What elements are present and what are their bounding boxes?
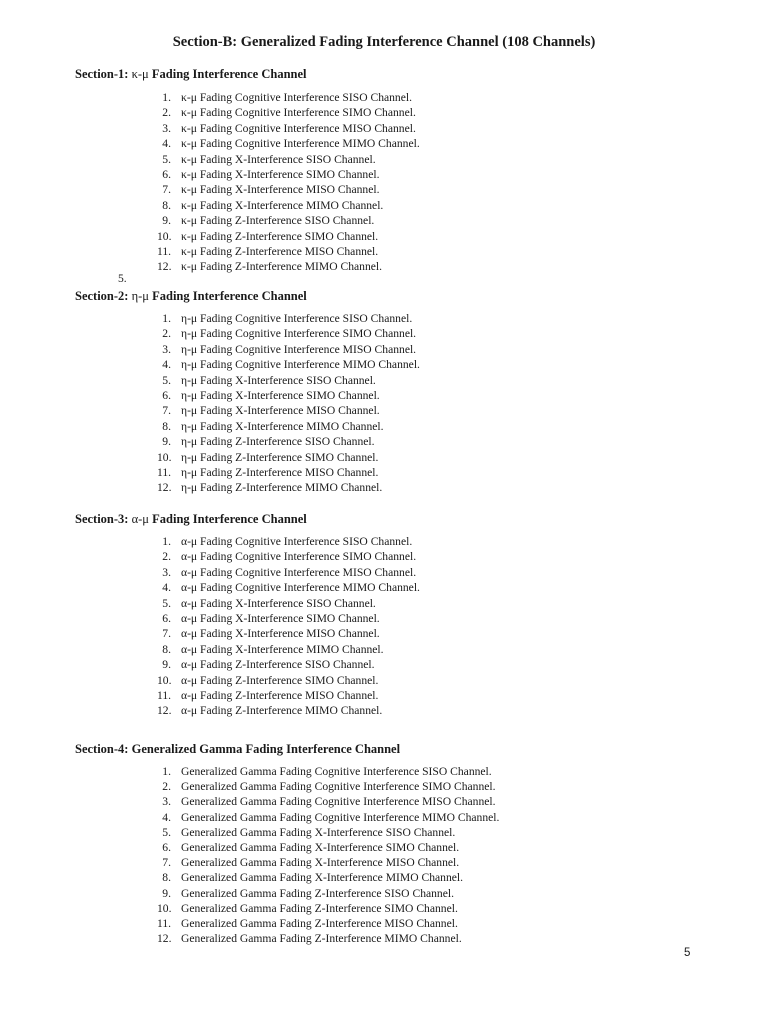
list-item-number: 1. xyxy=(162,91,171,104)
list-item-text: η-μ Fading Z-Interference SISO Channel. xyxy=(181,435,375,449)
list-item-text: Generalized Gamma Fading X-Interference SIMO Channel. xyxy=(181,841,460,854)
list-item-text: η-μ Fading Cognitive Interference MISO Channel. xyxy=(181,342,417,356)
list-item-text: η-μ Fading Cognitive Interference SISO Channel. xyxy=(181,312,413,325)
page-title: Section-B: Generalized Fading Interference Channel (108 Channels) xyxy=(172,34,596,50)
list-item-text: η-μ Fading Cognitive Interference MIMO Channel. xyxy=(181,358,420,372)
list-item-number: 6. xyxy=(162,168,171,181)
list-item-number: 11. xyxy=(157,245,172,258)
list-item-text: η-μ Fading Z-Interference SIMO Channel. xyxy=(181,450,379,464)
list-item-text: κ-μ Fading Cognitive Interference MIMO Channel. xyxy=(181,137,420,151)
list-item-text: η-μ Fading Cognitive Interference SIMO Channel. xyxy=(181,327,417,341)
list-item-text: α-μ Fading Z-Interference MIMO Channel. xyxy=(181,704,383,718)
list-item-number: 9. xyxy=(162,886,171,900)
page-number: 5 xyxy=(684,947,691,959)
section-heading-label: Section-3: xyxy=(75,512,129,526)
list-item-text: α-μ Fading Cognitive Interference SIMO Channel. xyxy=(181,550,417,564)
list-item-text: α-μ Fading Z-Interference MISO Channel. xyxy=(181,689,379,702)
list-item-text: Generalized Gamma Fading Cognitive Interference MIMO Channel. xyxy=(181,810,500,824)
section-heading-label: Section-1: xyxy=(75,67,129,81)
list-item-text: Generalized Gamma Fading Z-Interference MIMO Channel. xyxy=(181,932,462,946)
list-item-number: 2. xyxy=(162,106,171,120)
list-item-number: 9. xyxy=(162,435,171,449)
list-item-text: Generalized Gamma Fading Cognitive Interference SIMO Channel. xyxy=(181,780,496,794)
list-item-number: 3. xyxy=(162,121,171,135)
list-item-number: 10. xyxy=(157,450,172,464)
list-item-number: 8. xyxy=(162,198,171,212)
list-item-number: 3. xyxy=(162,795,171,809)
list-item-number: 3. xyxy=(162,342,171,356)
list-item-number: 5. xyxy=(162,596,171,610)
list-item-text: α-μ Fading X-Interference MISO Channel. xyxy=(181,627,380,641)
list-item-number: 8. xyxy=(162,871,171,885)
section-heading-rest: Generalized Gamma Fading Interference Channel xyxy=(131,742,401,756)
list-item-text: Generalized Gamma Fading Z-Interference SISO Channel. xyxy=(181,886,454,900)
stray-list-number: 5. xyxy=(118,272,127,285)
list-item-text: κ-μ Fading X-Interference SISO Channel. xyxy=(181,152,376,166)
list-item-text: Generalized Gamma Fading Z-Interference MISO Channel. xyxy=(181,917,458,930)
list-item-text: Generalized Gamma Fading Cognitive Interference MISO Channel. xyxy=(181,795,496,809)
section-heading-symbol: η-μ xyxy=(131,289,149,303)
list-item-text: Generalized Gamma Fading X-Interference SISO Channel. xyxy=(181,825,456,839)
section-heading xyxy=(75,67,307,82)
list-item-text: η-μ Fading Z-Interference MIMO Channel. xyxy=(181,481,383,495)
list-item-number: 12. xyxy=(157,704,172,718)
list-item-text: η-μ Fading X-Interference SISO Channel. xyxy=(181,373,376,387)
section-heading xyxy=(75,742,400,757)
section-heading-label: Section-2: xyxy=(75,289,129,303)
list-item-number: 5. xyxy=(162,373,171,387)
list-item-number: 7. xyxy=(162,856,171,870)
list-item-number: 1. xyxy=(162,765,171,778)
list-item-text: κ-μ Fading X-Interference MIMO Channel. xyxy=(181,198,384,212)
list-item-number: 4. xyxy=(162,810,171,824)
list-item-number: 2. xyxy=(162,327,171,341)
list-item-text: κ-μ Fading Z-Interference MISO Channel. xyxy=(181,245,379,258)
list-item-number: 10. xyxy=(157,673,172,687)
list-item-number: 1. xyxy=(162,535,171,548)
section-heading-rest: Fading Interference Channel xyxy=(152,289,307,303)
list-item-text: η-μ Fading X-Interference MISO Channel. xyxy=(181,404,380,418)
list-item-number: 5. xyxy=(162,152,171,166)
list-item-number: 6. xyxy=(162,612,171,625)
list-item-text: α-μ Fading Cognitive Interference MIMO Channel. xyxy=(181,581,420,595)
list-item-number: 11. xyxy=(157,466,172,479)
list-item-text: α-μ Fading Cognitive Interference MISO Channel. xyxy=(181,565,417,579)
list-item-text: η-μ Fading Z-Interference MISO Channel. xyxy=(181,466,379,479)
list-item-number: 11. xyxy=(157,689,172,702)
list-item-text: Generalized Gamma Fading Z-Interference SIMO Channel. xyxy=(181,901,458,915)
list-item-number: 10. xyxy=(157,901,172,915)
list-item-text: κ-μ Fading Cognitive Interference MISO Channel. xyxy=(181,121,416,135)
list-item-text: α-μ Fading Z-Interference SISO Channel. xyxy=(181,658,375,672)
section-heading-label: Section-4: xyxy=(75,742,129,756)
list-item-number: 1. xyxy=(162,312,171,325)
list-item-number: 6. xyxy=(162,389,171,402)
list-item-number: 2. xyxy=(162,550,171,564)
list-item-number: 5. xyxy=(162,825,171,839)
list-item-text: Generalized Gamma Fading X-Interference MISO Channel. xyxy=(181,856,460,870)
list-item-number: 12. xyxy=(157,932,172,946)
list-item-number: 8. xyxy=(162,419,171,433)
list-item-number: 2. xyxy=(162,780,171,794)
list-item-text: κ-μ Fading Cognitive Interference SIMO Channel. xyxy=(181,106,416,120)
list-item-text: Generalized Gamma Fading X-Interference MIMO Channel. xyxy=(181,871,464,885)
section-heading xyxy=(75,512,307,527)
list-item-number: 3. xyxy=(162,565,171,579)
list-item-text: α-μ Fading X-Interference SISO Channel. xyxy=(181,596,376,610)
list-item-number: 9. xyxy=(162,658,171,672)
list-item-text: η-μ Fading X-Interference SIMO Channel. xyxy=(181,389,380,402)
list-item-number: 7. xyxy=(162,183,171,197)
section-heading-rest: Fading Interference Channel xyxy=(151,67,307,81)
list-item-number: 8. xyxy=(162,642,171,656)
list-item-number: 4. xyxy=(162,137,171,151)
list-item-text: α-μ Fading X-Interference MIMO Channel. xyxy=(181,642,384,656)
list-item-number: 7. xyxy=(162,404,171,418)
list-item-number: 4. xyxy=(162,358,171,372)
list-item-text: κ-μ Fading Z-Interference SIMO Channel. xyxy=(181,229,379,243)
list-item-number: 12. xyxy=(157,260,172,274)
list-item-text: η-μ Fading X-Interference MIMO Channel. xyxy=(181,419,384,433)
section-heading-rest: Fading Interference Channel xyxy=(152,512,307,526)
list-item-text: Generalized Gamma Fading Cognitive Interference SISO Channel. xyxy=(181,765,492,778)
list-item-number: 9. xyxy=(162,214,171,228)
list-item-text: κ-μ Fading Cognitive Interference SISO Channel. xyxy=(181,91,412,104)
list-item-number: 10. xyxy=(157,229,172,243)
list-item-number: 4. xyxy=(162,581,171,595)
list-item-text: κ-μ Fading X-Interference SIMO Channel. xyxy=(181,168,380,181)
list-item-text: α-μ Fading X-Interference SIMO Channel. xyxy=(181,612,380,625)
section-heading-symbol: κ-μ xyxy=(131,67,149,81)
section-heading-symbol: α-μ xyxy=(131,512,150,526)
list-item-text: κ-μ Fading Z-Interference SISO Channel. xyxy=(181,214,375,228)
list-item-text: α-μ Fading Cognitive Interference SISO Channel. xyxy=(181,535,413,548)
list-item-number: 6. xyxy=(162,841,171,854)
list-item-number: 11. xyxy=(157,917,172,930)
list-item-text: α-μ Fading Z-Interference SIMO Channel. xyxy=(181,673,379,687)
section-heading xyxy=(75,289,307,304)
list-item-number: 12. xyxy=(157,481,172,495)
list-item-text: κ-μ Fading Z-Interference MIMO Channel. xyxy=(181,260,383,274)
list-item-text: κ-μ Fading X-Interference MISO Channel. xyxy=(181,183,380,197)
list-item-number: 7. xyxy=(162,627,171,641)
